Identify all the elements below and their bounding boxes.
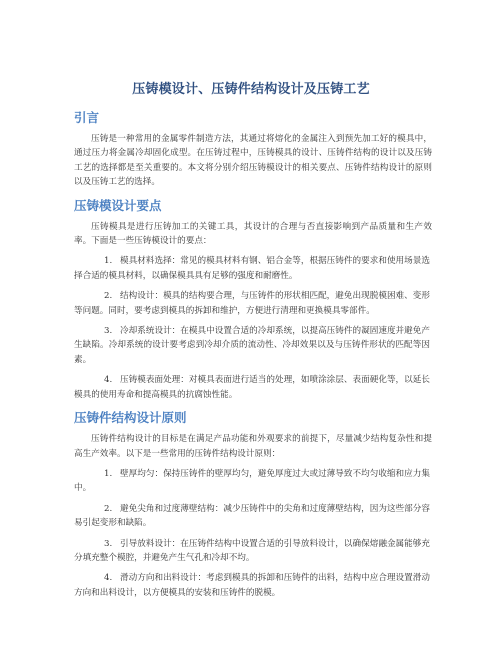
list-item xyxy=(74,254,430,283)
list-text: 压铸模表面处理：对模具表面进行适当的处理，如喷涂涂层、表面硬化等，以延长模具的使用寿命和提高模具的抗腐蚀性能。 xyxy=(74,375,430,400)
mold-design-heading: 压铸模设计要点 xyxy=(74,197,162,213)
list-text: 模具材料选择：常见的模具材料有钢、铝合金等，根据压铸件的要求和使用场景选择合适的模具材料，以确保模具具有足够的强度和耐磨性。 xyxy=(74,256,430,281)
intro-paragraph: 压铸是一种常用的金属零件制造方法，其通过将熔化的金属注入到预先加工好的模具中，通过压力将金属冷却固化成型。在压铸过程中，压铸模具的设计、压铸件结构的设计以及压铸工艺的选择都是至关重要的。本文将分别介绍压铸模设计的相关要点、压铸件结构设计的原则以及压铸工艺的选择。 xyxy=(74,134,432,188)
intro-heading: 引言 xyxy=(74,110,100,125)
list-text: 冷却系统设计：在模具中设置合适的冷却系统，以提高压铸件的凝固速度并避免产生缺陷。冷却系统的设计要考虑到冷却介质的流动性、冷却效果以及与压铸件形状的匹配等因素。 xyxy=(74,326,430,365)
list-text: 结构设计：模具的结构要合理，与压铸件的形状相匹配，避免出现脱模困难、变形等问题。同时，要考虑到模具的拆卸和维护，方便进行清理和更换模具零部件。 xyxy=(74,291,430,316)
mold-design-paragraph: 压铸模具是进行压铸加工的关键工具，其设计的合理与否直接影响到产品质量和生产效率。下面是一些压铸模设计的要点： xyxy=(74,221,432,247)
list-item xyxy=(74,502,430,531)
list-number: 1. xyxy=(104,468,113,479)
intro-section xyxy=(0,108,502,190)
list-number: 2. xyxy=(104,291,113,302)
list-item xyxy=(74,537,430,566)
list-item xyxy=(74,467,430,496)
list-text: 壁厚均匀：保持压铸件的壁厚均匀，避免厚度过大或过薄导致不均匀收缩和应力集中。 xyxy=(74,468,430,494)
page-title: 压铸模设计、压铸件结构设计及压铸工艺 xyxy=(132,82,370,97)
part-design-section xyxy=(0,408,502,600)
list-item xyxy=(74,571,430,600)
list-item xyxy=(74,289,430,318)
list-number: 4. xyxy=(104,573,113,584)
list-text: 避免尖角和过度薄壁结构：减少压铸件中的尖角和过度薄壁结构，因为这些部分容易引起变形和缺陷。 xyxy=(74,503,430,529)
list-number: 3. xyxy=(104,538,113,549)
part-design-heading: 压铸件结构设计原则 xyxy=(74,410,187,426)
mold-design-section xyxy=(0,196,502,402)
list-text: 滑动方向和出料设计：考虑到模具的拆卸和压铸件的出料，结构中应合理设置滑动方向和出料设计，以方便模具的安装和压铸件的脱模。 xyxy=(74,573,430,598)
list-number: 3. xyxy=(104,326,113,337)
list-number: 4. xyxy=(104,375,113,386)
list-number: 2. xyxy=(104,503,113,514)
list-item xyxy=(74,373,430,402)
list-item xyxy=(74,324,430,367)
list-text: 引导放料设计：在压铸件结构中设置合适的引导放料设计，以确保熔融金属能够充分填充整个模腔，并避免产生气孔和冷却不均。 xyxy=(74,538,430,563)
list-number: 1. xyxy=(104,256,113,267)
part-design-paragraph: 压铸件结构设计的目标是在满足产品功能和外观要求的前提下，尽量减少结构复杂性和提高生产效率。以下是一些常用的压铸件结构设计原则： xyxy=(74,434,432,459)
